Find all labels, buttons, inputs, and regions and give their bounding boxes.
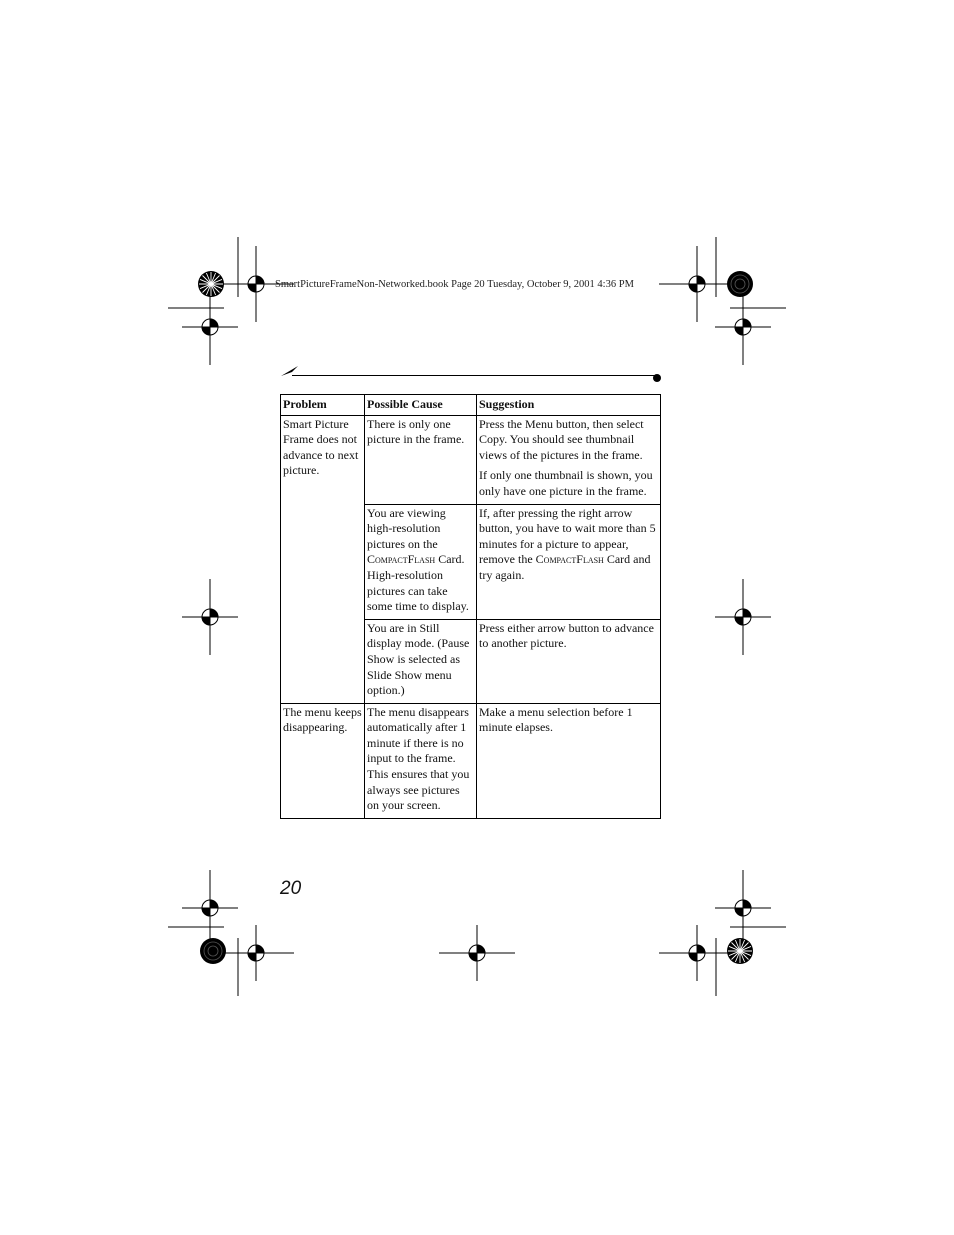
- cause-text: You are viewing high-resolution pictures on the: [367, 505, 446, 551]
- problem-cell: The menu keeps disappearing.: [281, 703, 365, 818]
- suggestion-text: Card and try again.: [479, 552, 651, 582]
- cause-cell: The menu disappears automatically after 1 minute if there is no input to the frame. This ensures that you always see pictures on your screen.: [365, 703, 477, 818]
- cause-cell: There is only one picture in the frame.: [365, 415, 477, 504]
- cause-text: Card. High-resolution pictures can take some time to display.: [367, 552, 469, 614]
- cause-cell: You are in Still display mode. (Pause Show is selected as Slide Show menu option.): [365, 619, 477, 703]
- problem-cell: Smart Picture Frame does not advance to next picture.: [281, 415, 365, 703]
- suggestion-cell: Make a menu selection before 1 minute elapses.: [477, 703, 661, 818]
- table-row: [281, 415, 661, 504]
- column-header-suggestion: Suggestion: [477, 395, 661, 416]
- column-header-problem: Problem: [281, 395, 365, 416]
- suggestion-text: If only one thumbnail is shown, you only have one picture in the frame.: [479, 468, 653, 498]
- table-header-row: [281, 395, 661, 416]
- rule-end-dot: [653, 374, 661, 382]
- suggestion-cell: Press either arrow button to advance to another picture.: [477, 619, 661, 703]
- cause-text-small-caps: CompactFlash: [367, 552, 436, 567]
- page-number: 20: [280, 878, 302, 899]
- header-rule: [292, 375, 658, 376]
- suggestion-text: If, after pressing the right arrow button, you have to wait more than 5 minutes for a picture to appear, remove the: [479, 505, 656, 567]
- column-header-cause: Possible Cause: [365, 395, 477, 416]
- table-row: [281, 703, 661, 818]
- print-header: SmartPictureFrameNon-Networked.book Page 20 Tuesday, October 9, 2001 4:36 PM: [275, 279, 634, 290]
- suggestion-text: Press the Menu button, then select Copy. You should see thumbnail views of the pictures in the frame.: [479, 416, 644, 462]
- suggestion-cell: [477, 415, 661, 504]
- suggestion-text-small-caps: CompactFlash: [535, 552, 604, 567]
- cause-cell: [365, 504, 477, 619]
- suggestion-cell: [477, 504, 661, 619]
- troubleshooting-table: [280, 394, 661, 819]
